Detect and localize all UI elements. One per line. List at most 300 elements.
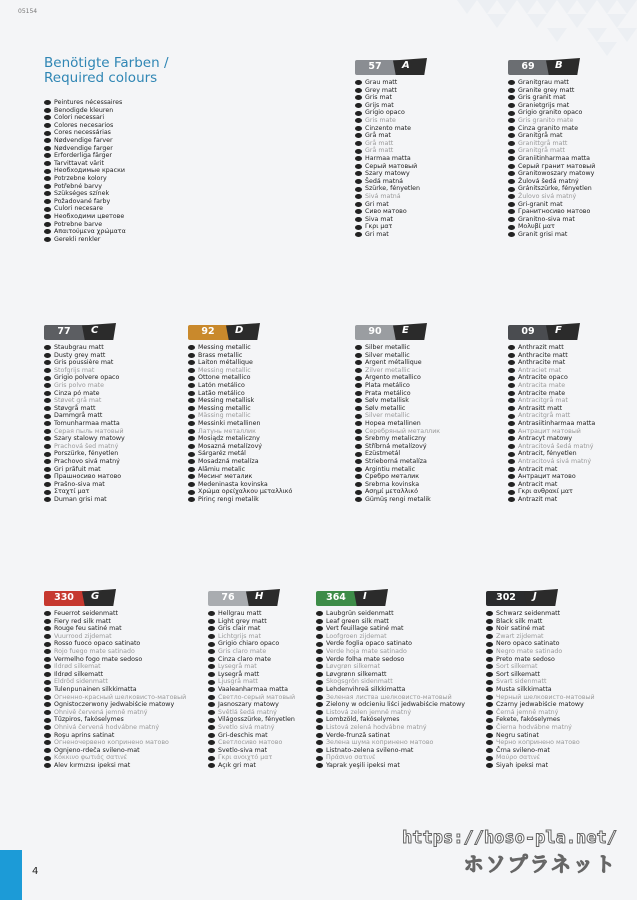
colour-code-label xyxy=(508,58,586,76)
title-line-de: Benötigte Farben / xyxy=(44,55,169,71)
colour-name-entry xyxy=(355,435,505,443)
entry-text: Peintures nécessaires xyxy=(54,99,123,106)
colour-name-entry xyxy=(355,397,505,405)
colour-block-92 xyxy=(188,323,338,503)
entry-text: Grigio opaco xyxy=(365,109,405,117)
language-flag-icon xyxy=(44,414,51,419)
entry-text: Gránitszürke, fényetlen xyxy=(518,185,592,193)
colour-name-entry xyxy=(316,633,466,641)
entry-text: Гранитносиво матово xyxy=(518,208,591,216)
language-flag-icon xyxy=(508,444,515,449)
language-flag-icon xyxy=(355,118,362,123)
colour-name-entry xyxy=(508,382,637,390)
colour-name-entry xyxy=(355,488,505,496)
language-flag-icon xyxy=(508,194,515,199)
colour-name-entry xyxy=(355,102,505,110)
entry-text: Tulenpunainen silkkimatta xyxy=(54,685,137,693)
colour-name-entry xyxy=(508,374,637,382)
entry-text: Grigio granito opaco xyxy=(518,109,583,117)
language-flag-icon xyxy=(208,725,215,730)
entry-text: Sort silkematt xyxy=(496,670,540,678)
language-flag-icon xyxy=(188,482,195,487)
entry-text: Dammgrå matt xyxy=(54,412,103,420)
colour-name-entry xyxy=(508,87,637,95)
entry-text: Silver metallic xyxy=(365,412,410,420)
language-flag-icon xyxy=(44,634,51,639)
entry-text: Black silk matt xyxy=(496,617,543,625)
language-flag-icon xyxy=(508,459,515,464)
entry-text: Cinza granito mate xyxy=(518,124,579,132)
language-flag-icon xyxy=(208,680,215,685)
colour-name-entry xyxy=(188,473,338,481)
colour-name-entry xyxy=(44,686,194,694)
language-flag-icon xyxy=(316,626,323,631)
entry-text: Strieborná metalíza xyxy=(365,457,427,465)
colour-number: 302 xyxy=(496,592,516,603)
colour-name-entry xyxy=(188,367,338,375)
language-flag-icon xyxy=(188,406,195,411)
language-flag-icon xyxy=(508,225,515,230)
entry-text: Antraciet mat xyxy=(518,366,562,374)
document-code: 05154 xyxy=(18,8,38,15)
language-flag-icon xyxy=(316,649,323,654)
language-flag-icon xyxy=(355,80,362,85)
language-flag-icon xyxy=(355,232,362,237)
colour-name-entry xyxy=(44,114,194,122)
language-flag-icon xyxy=(44,421,51,426)
language-flag-icon xyxy=(188,398,195,403)
language-flag-icon xyxy=(355,156,362,161)
language-flag-icon xyxy=(44,115,51,120)
language-flag-icon xyxy=(508,482,515,487)
entry-text: Yaprak yeşili ipeksi mat xyxy=(326,761,400,769)
colour-name-entry xyxy=(316,663,466,671)
entry-text: Šedá matná xyxy=(365,177,404,185)
colour-name-entry xyxy=(355,147,505,155)
colour-name-entry xyxy=(44,671,194,679)
ribbon-flag-icon xyxy=(82,323,116,340)
language-flag-icon xyxy=(508,376,515,381)
colour-letter: C xyxy=(91,325,99,336)
entry-text: Cores necessárias xyxy=(54,129,111,137)
entry-text: Mässing metallic xyxy=(198,412,251,420)
entry-text: Eldröd sidenmatt xyxy=(54,678,108,686)
language-flag-icon xyxy=(44,687,51,692)
colour-number: 330 xyxy=(54,592,74,603)
language-flag-icon xyxy=(355,368,362,373)
colour-name-entry xyxy=(355,496,505,504)
language-flag-icon xyxy=(44,207,51,212)
colour-name-entry xyxy=(508,359,637,367)
entry-text: Schwarz seidenmatt xyxy=(496,610,561,617)
entry-text: Gri mat xyxy=(365,230,389,238)
language-flag-icon xyxy=(316,634,323,639)
entry-text: Cinzento mate xyxy=(365,124,411,132)
language-flag-icon xyxy=(44,702,51,707)
entry-text: Latão metálico xyxy=(198,389,245,397)
entry-text: Lehdenvihreä silkkimatta xyxy=(326,685,406,693)
language-flag-icon xyxy=(508,149,515,154)
watermark-site-name: ホソプラネット xyxy=(463,852,617,876)
entry-text: Antrazit mat xyxy=(518,495,558,503)
language-flag-icon xyxy=(316,687,323,692)
colour-name-entry xyxy=(508,163,637,171)
language-flag-icon xyxy=(355,421,362,426)
colour-name-entry xyxy=(355,79,505,87)
page-title xyxy=(44,56,169,86)
language-flag-icon xyxy=(44,391,51,396)
entry-text: Sivá matná xyxy=(365,192,401,200)
colour-name-entry xyxy=(355,163,505,171)
colour-code-label xyxy=(316,589,394,607)
page-number: 4 xyxy=(32,866,39,877)
language-flag-icon xyxy=(44,672,51,677)
entry-text: Brass metallic xyxy=(198,351,243,359)
language-flag-icon xyxy=(486,634,493,639)
entry-text: Svetlo sivá matný xyxy=(218,723,275,731)
language-flag-icon xyxy=(188,452,195,457)
language-flag-icon xyxy=(316,664,323,669)
language-flag-icon xyxy=(44,191,51,196)
language-flag-icon xyxy=(44,611,51,616)
entry-text: Antracitgrå mat xyxy=(518,397,568,405)
entry-text: Negru satinat xyxy=(496,731,539,739)
entry-text: Zielony w odcieniu liści jedwabiście matowy xyxy=(326,701,466,709)
language-flag-icon xyxy=(316,680,323,685)
entry-text: Gris granit mat xyxy=(518,94,566,102)
language-flag-icon xyxy=(355,391,362,396)
entry-text: Антрацит матовый xyxy=(518,427,581,435)
language-flag-icon xyxy=(208,642,215,647)
language-flag-icon xyxy=(355,459,362,464)
language-flag-icon xyxy=(316,763,323,768)
language-flag-icon xyxy=(316,642,323,647)
language-flag-icon xyxy=(486,763,493,768)
entry-text: Graniitinharmaa matta xyxy=(518,154,590,162)
colour-name-entry xyxy=(355,132,505,140)
entry-text: Σταχτί ματ xyxy=(54,488,90,496)
entry-text: Mosazná metalízový xyxy=(198,442,263,450)
entry-text: Duman grisi mat xyxy=(54,495,107,503)
entry-text: Черно копринено матово xyxy=(496,739,580,747)
language-flag-icon xyxy=(44,383,51,388)
colour-name-entry xyxy=(44,428,194,436)
colour-name-entry xyxy=(44,374,194,382)
colour-name-entry xyxy=(508,428,637,436)
entry-text: Colori necessari xyxy=(54,114,105,122)
entry-text: Zwart zijdemat xyxy=(496,632,544,640)
colour-name-entry xyxy=(44,412,194,420)
entry-text: Огненочервено копринено матово xyxy=(54,739,169,747)
language-flag-icon xyxy=(355,194,362,199)
language-flag-icon xyxy=(486,748,493,753)
colour-name-entry xyxy=(486,716,636,724)
entry-text: Granitgrau matt xyxy=(518,79,569,86)
language-flag-icon xyxy=(355,209,362,214)
entry-text: Sárgaréz metál xyxy=(198,450,246,458)
language-flag-icon xyxy=(188,474,195,479)
language-flag-icon xyxy=(44,429,51,434)
colour-name-entry xyxy=(44,145,194,153)
language-flag-icon xyxy=(316,756,323,761)
language-flag-icon xyxy=(508,353,515,358)
language-flag-icon xyxy=(188,383,195,388)
language-flag-icon xyxy=(44,756,51,761)
colour-block-330 xyxy=(44,589,194,769)
entry-text: Ildrød silkematt xyxy=(54,670,104,678)
language-flag-icon xyxy=(44,444,51,449)
language-flag-icon xyxy=(355,149,362,154)
language-flag-icon xyxy=(316,672,323,677)
language-flag-icon xyxy=(508,209,515,214)
entry-text: Grigio chiaro opaco xyxy=(218,640,280,648)
entry-text: Granite grey matt xyxy=(518,86,575,94)
language-flag-icon xyxy=(508,111,515,116)
entry-text: Anthrazit matt xyxy=(518,344,564,351)
entry-text: Сребро металик xyxy=(365,473,420,481)
colour-letter: I xyxy=(363,591,367,602)
entry-text: Roşu aprins satinat xyxy=(54,731,115,739)
colour-name-entry xyxy=(44,129,194,137)
entry-text: Plata metálico xyxy=(365,381,410,389)
entry-text: Verde folha mate sedoso xyxy=(326,655,405,663)
language-flag-icon xyxy=(44,649,51,654)
entry-text: Прашносиво матово xyxy=(54,473,122,481)
colour-name-entry xyxy=(44,633,194,641)
colour-name-entry xyxy=(355,94,505,102)
colour-name-entry xyxy=(508,496,637,504)
language-flag-icon xyxy=(44,169,51,174)
entry-text: Verde hoja mate satinado xyxy=(326,647,407,655)
entry-text: Vuurrood zijdemat xyxy=(54,632,112,640)
colour-name-entry xyxy=(44,458,194,466)
entry-text: Dusty grey matt xyxy=(54,351,106,359)
colour-translations-list xyxy=(355,344,505,503)
colour-name-entry xyxy=(44,496,194,504)
colour-name-entry xyxy=(486,656,636,664)
colour-name-entry xyxy=(355,231,505,239)
language-flag-icon xyxy=(188,353,195,358)
ribbon-flag-icon xyxy=(393,323,427,340)
colour-letter: E xyxy=(402,325,409,336)
language-flag-icon xyxy=(486,664,493,669)
entry-text: Siyah ipeksi mat xyxy=(496,761,549,769)
language-flag-icon xyxy=(355,383,362,388)
entry-text: Antracit mat xyxy=(518,465,558,473)
entry-text: Antracite mate xyxy=(518,389,566,397)
colour-name-entry xyxy=(44,152,194,160)
language-flag-icon xyxy=(355,414,362,419)
language-flag-icon xyxy=(44,642,51,647)
language-flag-icon xyxy=(355,474,362,479)
language-flag-icon xyxy=(355,490,362,495)
colour-name-entry xyxy=(316,724,466,732)
colour-name-entry xyxy=(188,496,338,504)
entry-text: Požadované farby xyxy=(54,197,111,205)
colour-name-entry xyxy=(508,223,637,231)
entry-text: Ασημί μεταλλικό xyxy=(365,488,418,496)
entry-text: Argento metallico xyxy=(365,374,421,382)
language-flag-icon xyxy=(44,222,51,227)
colour-name-entry xyxy=(44,762,194,770)
colour-name-entry xyxy=(486,640,636,648)
colour-name-entry xyxy=(486,686,636,694)
entry-text: Listnato-zelena svileno-mat xyxy=(326,746,414,754)
colour-translations-list xyxy=(44,610,194,769)
colour-name-entry xyxy=(486,762,636,770)
entry-text: Argintiu metalic xyxy=(365,465,416,473)
language-flag-icon xyxy=(44,619,51,624)
colour-name-entry xyxy=(508,170,637,178)
entry-text: Verde foglia opaco satinato xyxy=(326,640,413,648)
entry-text: Cinza claro mate xyxy=(218,655,272,663)
colour-name-entry xyxy=(188,458,338,466)
colour-name-entry xyxy=(44,221,194,229)
language-flag-icon xyxy=(508,232,515,237)
language-flag-icon xyxy=(508,126,515,131)
colour-translations-list xyxy=(486,610,636,769)
entry-text: Ognistoczerwony jedwabiście matowy xyxy=(54,701,175,709)
page-edge-tab xyxy=(0,850,22,900)
language-flag-icon xyxy=(44,176,51,181)
language-flag-icon xyxy=(355,436,362,441)
colour-code-label xyxy=(355,58,433,76)
language-flag-icon xyxy=(44,138,51,143)
language-flag-icon xyxy=(44,436,51,441)
entry-text: Латунь металлик xyxy=(198,427,256,435)
entry-text: Tarvittavat värit xyxy=(54,159,104,167)
entry-text: Alev kırmızısı ipeksi mat xyxy=(54,761,131,769)
language-flag-icon xyxy=(508,141,515,146)
language-flag-icon xyxy=(188,467,195,472)
language-flag-icon xyxy=(208,733,215,738)
language-flag-icon xyxy=(44,459,51,464)
language-flag-icon xyxy=(44,664,51,669)
colour-name-entry xyxy=(355,170,505,178)
colour-name-entry xyxy=(44,190,194,198)
language-flag-icon xyxy=(208,695,215,700)
colour-name-entry xyxy=(508,185,637,193)
entry-text: Fekete, fakóselymes xyxy=(496,716,561,724)
colour-name-entry xyxy=(44,450,194,458)
language-flag-icon xyxy=(508,217,515,222)
colour-name-entry xyxy=(188,466,338,474)
entry-text: Gris mat xyxy=(365,94,392,102)
language-flag-icon xyxy=(355,376,362,381)
entry-text: Granitgrå matt xyxy=(518,147,565,155)
entry-text: Messing metallic xyxy=(198,366,251,374)
entry-text: Gri-deschis mat xyxy=(218,731,268,739)
language-flag-icon xyxy=(316,748,323,753)
language-flag-icon xyxy=(355,141,362,146)
language-flag-icon xyxy=(355,482,362,487)
colour-name-entry xyxy=(316,656,466,664)
language-flag-icon xyxy=(355,360,362,365)
language-flag-icon xyxy=(316,740,323,745)
language-flag-icon xyxy=(44,710,51,715)
language-flag-icon xyxy=(44,229,51,234)
language-flag-icon xyxy=(508,414,515,419)
colour-translations-list xyxy=(508,79,637,238)
entry-text: Messinki metallinen xyxy=(198,419,261,427)
entry-text: Gris poussière mat xyxy=(54,359,114,367)
language-flag-icon xyxy=(44,718,51,723)
colour-name-entry xyxy=(44,694,194,702)
language-flag-icon xyxy=(355,225,362,230)
language-flag-icon xyxy=(508,421,515,426)
colour-block-302 xyxy=(486,589,636,769)
entry-text: Antracite opaco xyxy=(518,374,568,382)
entry-text: Silber metallic xyxy=(365,344,411,351)
language-flag-icon xyxy=(355,95,362,100)
language-flag-icon xyxy=(316,702,323,707)
colour-name-entry xyxy=(188,374,338,382)
language-flag-icon xyxy=(355,398,362,403)
colour-name-entry xyxy=(486,678,636,686)
entry-text: Gri mat xyxy=(365,200,389,208)
language-flag-icon xyxy=(44,360,51,365)
colour-name-entry xyxy=(508,412,637,420)
entry-text: Latón metálico xyxy=(198,381,245,389)
colour-name-entry xyxy=(508,435,637,443)
language-flag-icon xyxy=(208,649,215,654)
language-flag-icon xyxy=(188,376,195,381)
language-flag-icon xyxy=(44,626,51,631)
language-flag-icon xyxy=(208,740,215,745)
colour-name-entry xyxy=(355,390,505,398)
colour-letter: A xyxy=(402,60,410,71)
entry-text: Listová zelen jemně matný xyxy=(326,708,412,716)
language-flag-icon xyxy=(188,429,195,434)
entry-text: Gris granito mate xyxy=(518,116,574,124)
entry-text: Светло-серый матовый xyxy=(218,693,296,701)
language-flag-icon xyxy=(188,414,195,419)
entry-text: Prachovo sivá matný xyxy=(54,457,120,465)
colour-name-entry xyxy=(188,405,338,413)
entry-text: Noir satiné mat xyxy=(496,625,545,633)
entry-text: Benodigde kleuren xyxy=(54,106,114,114)
colour-block-364 xyxy=(316,589,466,769)
entry-text: Ljusgrå matt xyxy=(218,678,258,686)
colour-name-entry xyxy=(188,344,338,352)
ribbon-flag-icon xyxy=(354,589,388,606)
language-flag-icon xyxy=(486,657,493,662)
entry-text: Potrebne barve xyxy=(54,220,103,228)
entry-text: Pirinç rengi metalik xyxy=(198,495,259,503)
entry-text: Szükséges színek xyxy=(54,190,110,198)
language-flag-icon xyxy=(44,214,51,219)
language-flag-icon xyxy=(188,360,195,365)
colour-name-entry xyxy=(355,344,505,352)
colour-name-entry xyxy=(355,223,505,231)
entry-text: Grey matt xyxy=(365,86,397,94)
entry-text: Tomunharmaa matta xyxy=(54,419,120,427)
entry-text: Črna svileno-mat xyxy=(496,746,550,754)
colour-name-entry xyxy=(316,678,466,686)
entry-text: Staubgrau matt xyxy=(54,344,104,351)
language-flag-icon xyxy=(44,725,51,730)
entry-text: Harmaa matta xyxy=(365,154,411,162)
entry-text: Støvet grå mat xyxy=(54,397,102,405)
language-flag-icon xyxy=(486,619,493,624)
colour-name-entry xyxy=(486,732,636,740)
language-flag-icon xyxy=(208,619,215,624)
entry-text: Tűzpiros, fakóselymes xyxy=(54,716,124,724)
colour-name-entry xyxy=(316,625,466,633)
language-flag-icon xyxy=(44,146,51,151)
language-flag-icon xyxy=(486,642,493,647)
language-flag-icon xyxy=(208,687,215,692)
